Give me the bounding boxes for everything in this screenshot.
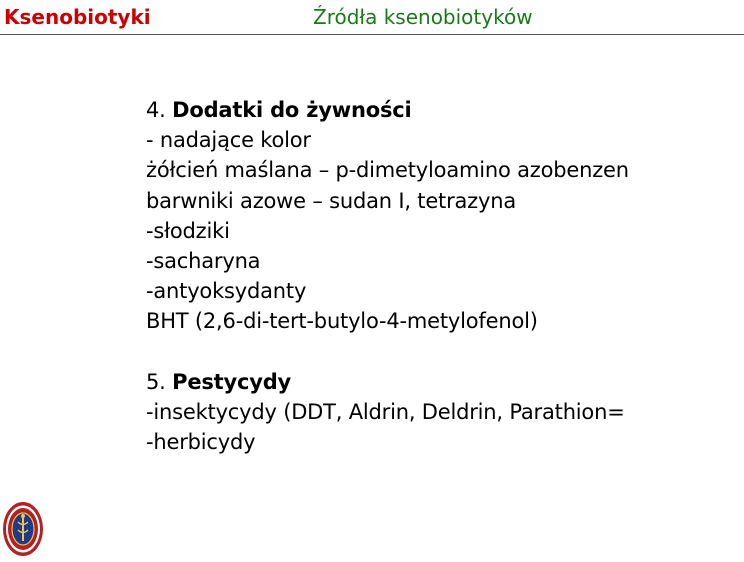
food-additive-item: barwniki azowe – sudan I, tetrazyna xyxy=(146,188,517,213)
food-additives-title: Dodatki do żywności xyxy=(172,98,412,122)
university-seal-icon xyxy=(2,500,44,558)
food-additive-item: - nadające kolor xyxy=(146,128,311,153)
pesticides-number: 5. xyxy=(146,369,166,394)
food-additive-item: żółcień maślana – p-dimetyloamino azobenzen xyxy=(146,158,629,183)
food-additive-item: -antyoksydanty xyxy=(146,279,307,304)
section-spacer xyxy=(146,337,736,367)
brand-title: Ksenobiotyki xyxy=(4,5,151,29)
pesticide-item: -herbicydy xyxy=(146,430,256,455)
food-additive-item: BHT (2,6-di-tert-butylo-4-metylofenol) xyxy=(146,309,538,334)
food-additives-heading xyxy=(146,95,736,125)
food-additive-item: -sacharyna xyxy=(146,248,261,273)
food-additive-item: -słodziki xyxy=(146,218,230,243)
food-additives-number: 4. xyxy=(146,98,166,122)
pesticide-item: -insektycydy (DDT, Aldrin, Deldrin, Parathion= xyxy=(146,399,625,424)
slide-header xyxy=(0,0,744,34)
header-divider xyxy=(0,34,744,35)
pesticides-heading xyxy=(146,367,736,397)
slide-body xyxy=(146,95,736,457)
pesticides-title: Pestycydy xyxy=(172,369,292,394)
section-title: Źródła ksenobiotyków xyxy=(313,5,533,29)
